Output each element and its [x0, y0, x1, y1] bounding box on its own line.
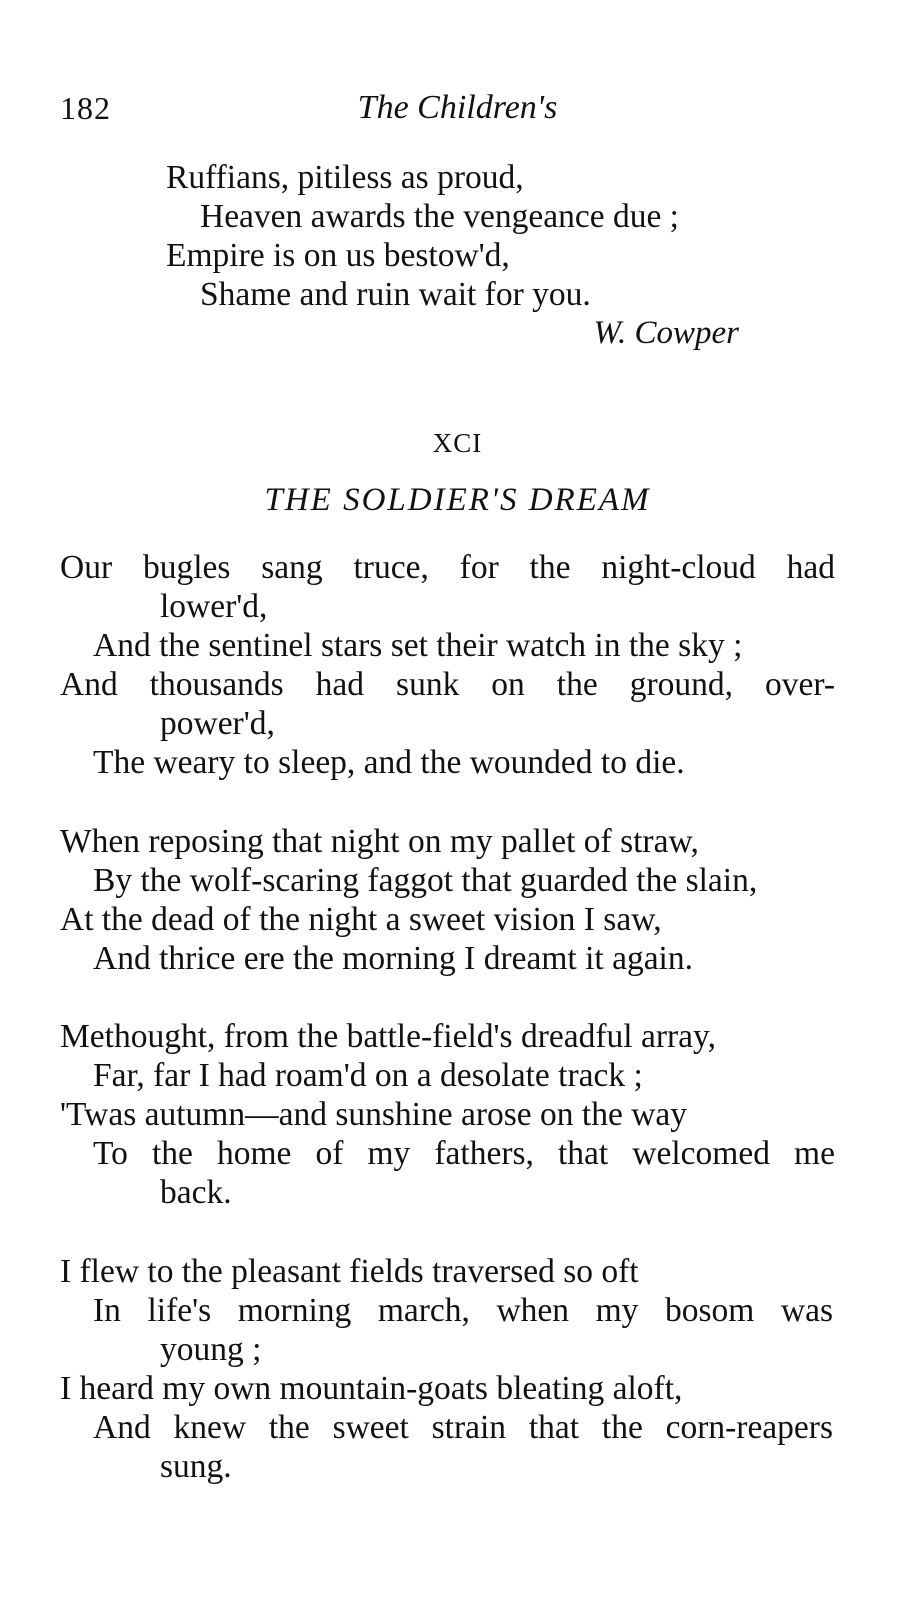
- verse-line: sung.: [160, 1448, 232, 1485]
- verse-line: When reposing that night on my pallet of straw,: [60, 823, 699, 860]
- verse-line: young ;: [160, 1331, 262, 1368]
- verse-line: I flew to the pleasant fields traversed so oft: [60, 1253, 639, 1290]
- verse-line: And knew the sweet strain that the corn-reapers: [93, 1409, 833, 1446]
- verse-line: Far, far I had roam'd on a desolate track ;: [93, 1057, 643, 1094]
- verse-line: Our bugles sang truce, for the night-cloud had: [60, 549, 835, 586]
- verse-line: And the sentinel stars set their watch in the sky ;: [93, 627, 743, 664]
- verse-line: In life's morning march, when my bosom was: [93, 1292, 833, 1329]
- verse-line: Methought, from the battle-field's dreadful array,: [60, 1018, 716, 1055]
- verse-line: Heaven awards the vengeance due ;: [200, 198, 679, 235]
- author-attribution: W. Cowper: [593, 315, 739, 351]
- verse-line: At the dead of the night a sweet vision I saw,: [60, 901, 662, 938]
- verse-line: To the home of my fathers, that welcomed me: [93, 1135, 835, 1172]
- verse-line: The weary to sleep, and the wounded to die.: [93, 744, 685, 781]
- page-number: 182: [60, 90, 111, 126]
- poem-title: THE SOLDIER'S DREAM: [264, 482, 651, 518]
- verse-line: Empire is on us bestow'd,: [166, 237, 510, 274]
- verse-line: Ruffians, pitiless as proud,: [166, 159, 524, 196]
- verse-line: lower'd,: [160, 588, 268, 625]
- verse-line: I heard my own mountain-goats bleating aloft,: [60, 1370, 683, 1407]
- verse-line: power'd,: [160, 705, 275, 742]
- verse-line: 'Twas autumn—and sunshine arose on the way: [60, 1096, 688, 1133]
- running-title: The Children's: [357, 89, 558, 126]
- poem-number: XCI: [432, 428, 483, 458]
- verse-line: And thrice ere the morning I dreamt it again.: [93, 940, 693, 977]
- verse-line: Shame and ruin wait for you.: [200, 276, 591, 313]
- verse-line: back.: [160, 1174, 232, 1211]
- verse-line: And thousands had sunk on the ground, over-: [60, 666, 835, 703]
- verse-line: By the wolf-scaring faggot that guarded the slain,: [93, 862, 758, 899]
